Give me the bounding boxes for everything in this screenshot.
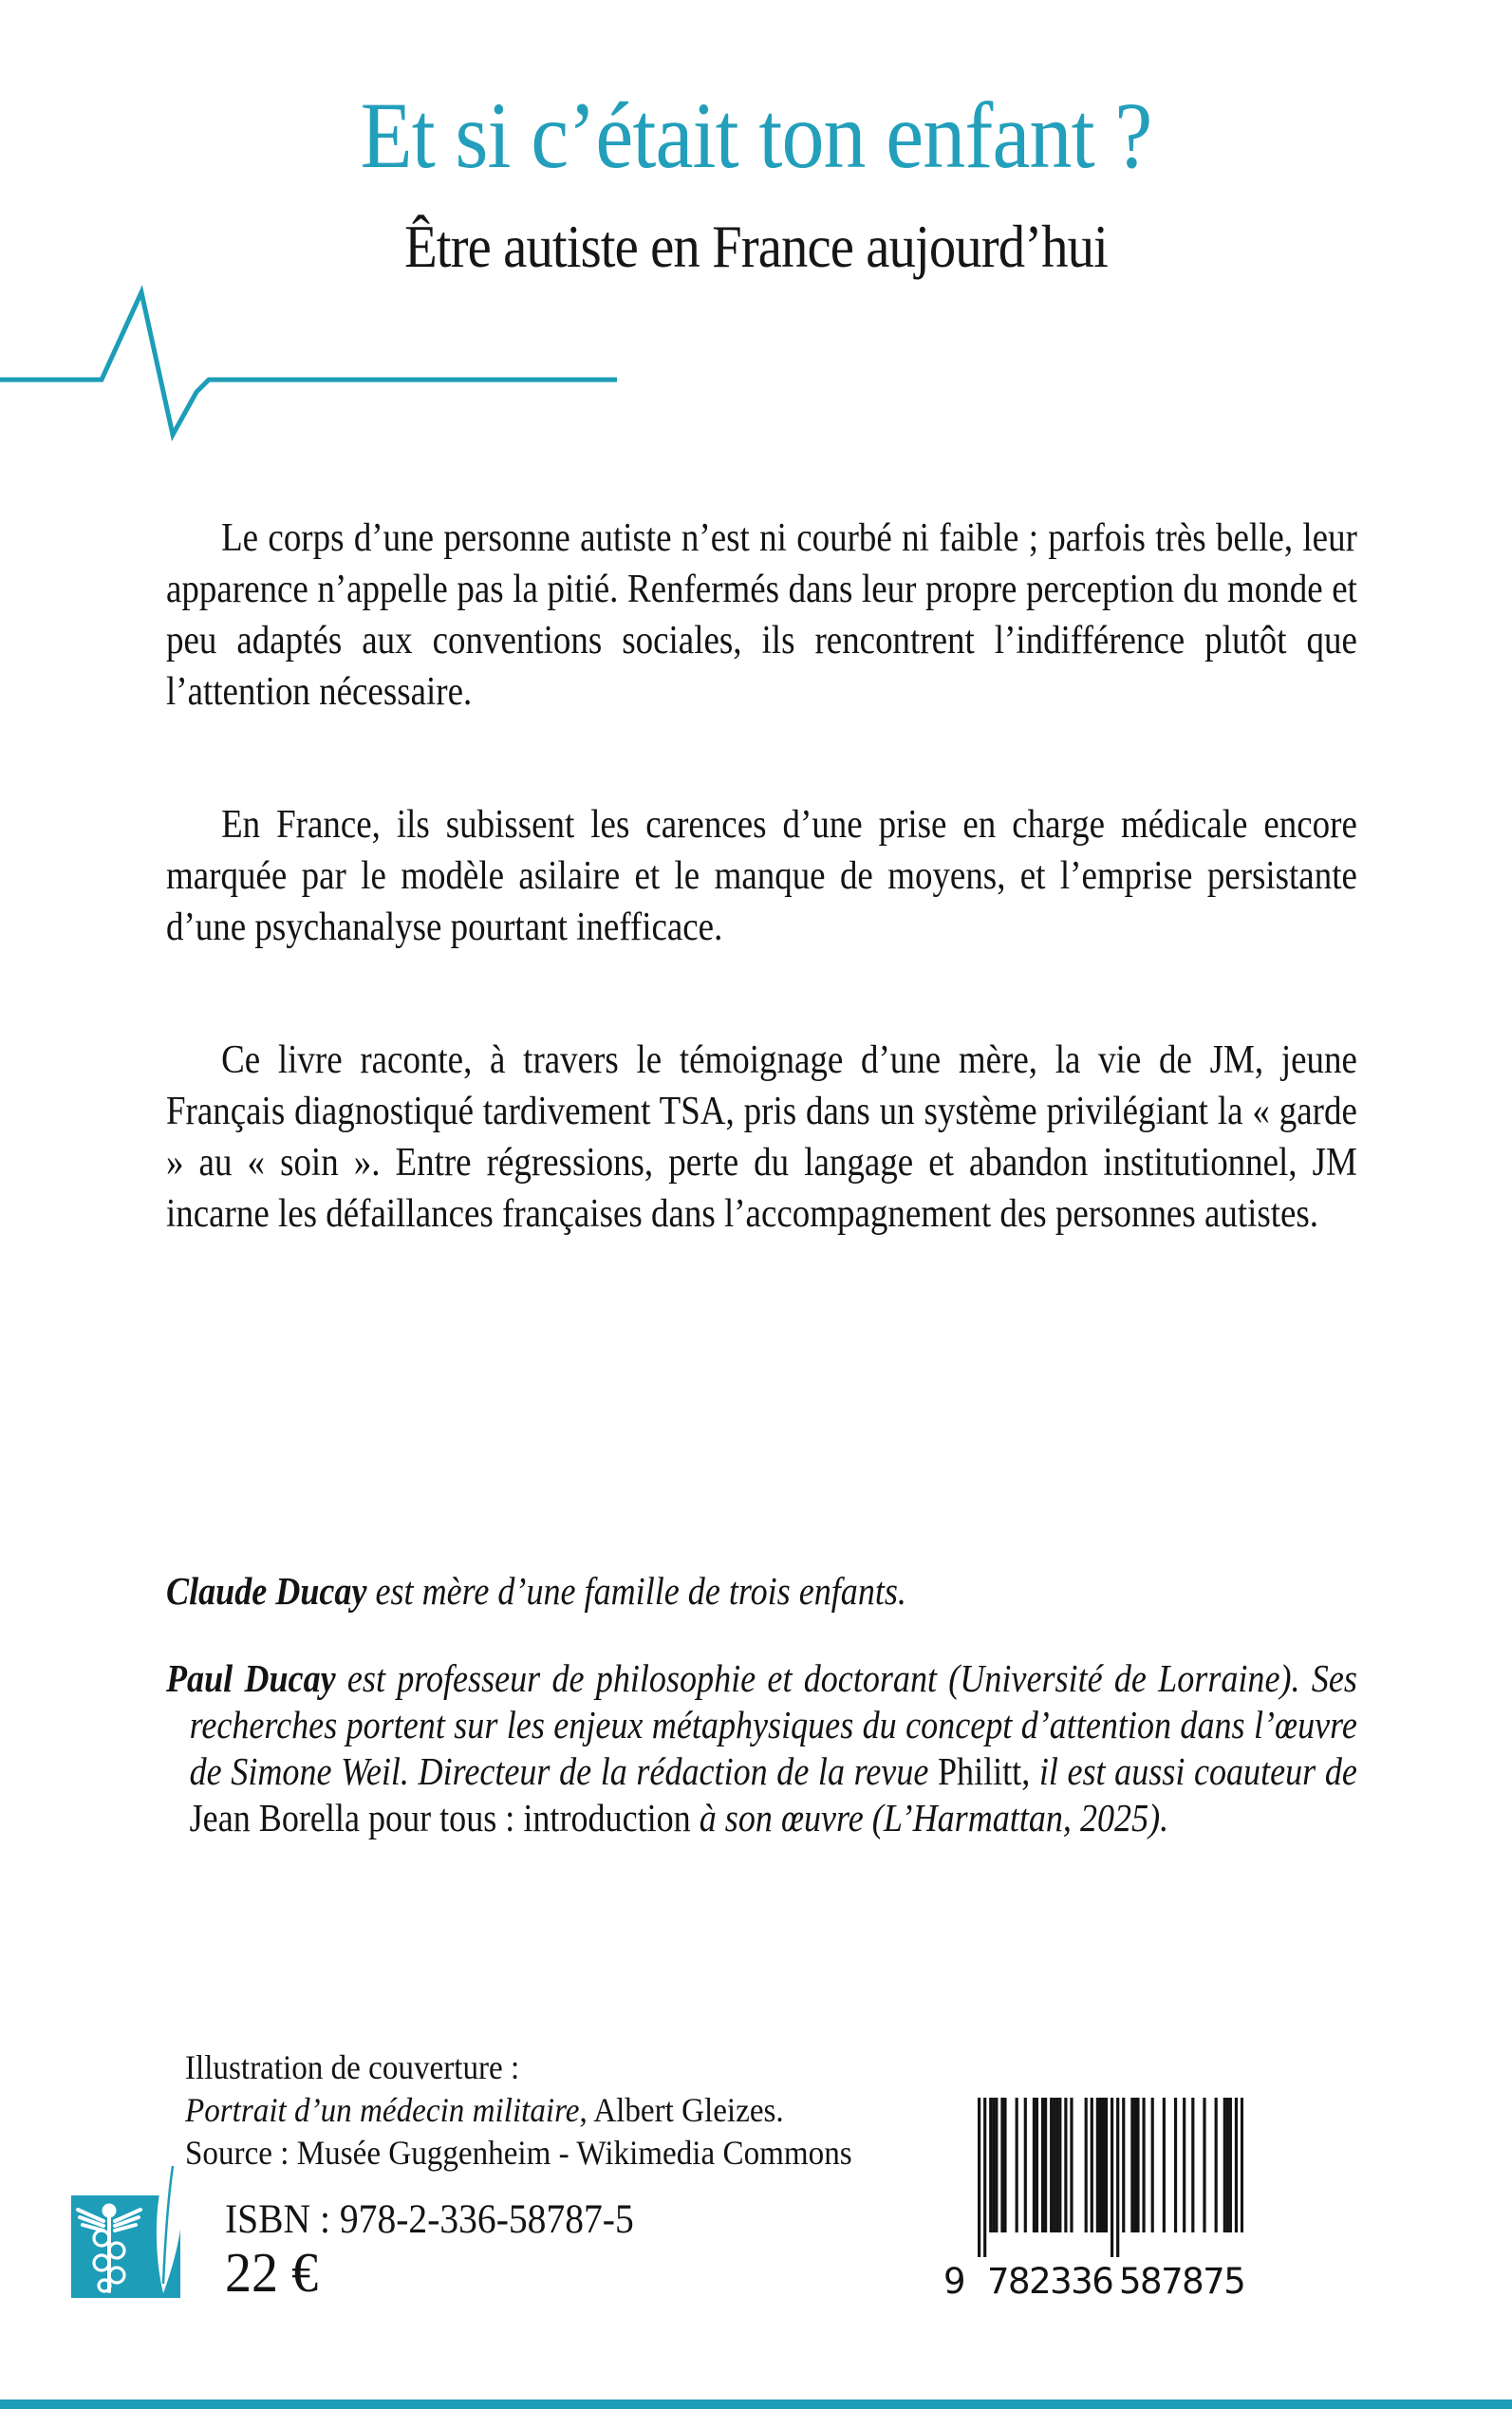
cover-illustration-credit (185, 2046, 936, 2175)
isbn-label: ISBN : 978-2-336-58787-5 (225, 2197, 634, 2242)
bottom-accent-bar (0, 2400, 1512, 2409)
barcode-digits-right: 587875 (1119, 2261, 1245, 2302)
barcode-bars (978, 2098, 1243, 2262)
artwork-title: Portrait d’un médecin militaire (185, 2091, 580, 2129)
paragraph-3: Ce livre raconte, à travers le témoignage d’une mère, la vie de JM, jeune Français diagnostiqué tardivement TSA, pris dans un système privilégiant la « garde » au « soin ». Entre régressions, perte du langage et abandon institutionnel, JM incarne les défaillances françaises dans l’accompagnement des personnes autistes. (166, 1038, 1357, 1236)
paragraph-1: Le corps d’une personne autiste n’est ni courbé ni faible ; parfois très belle, leur apparence n’appelle pas la pitié. Renfermés dans leur propre perception du monde et peu adaptés aux conventions sociales, ils rencontrent l’indifférence plutôt que l’attention nécessaire. (166, 516, 1357, 714)
back-cover-text (166, 1035, 1357, 1270)
credit-line-2 (185, 2089, 936, 2132)
barcode-digits-left: 782336 (987, 2261, 1113, 2302)
author-bio-paul (166, 1655, 1357, 1841)
paragraph-2: En France, ils subissent les carences d’une prise en charge médicale encore marquée par le modèle asilaire et le manque de moyens, et l’emprise persistante d’une psychanalyse pourtant inefficace. (166, 803, 1357, 949)
artwork-artist: , Albert Gleizes. (579, 2091, 784, 2129)
book-reference-borella: Jean Borella pour tous : introduction (189, 1796, 691, 1839)
back-cover-text (166, 513, 1357, 748)
author-name-paul: Paul Ducay (166, 1656, 336, 1700)
author-bio-paul-text-2: il est aussi coauteur de (1030, 1749, 1357, 1793)
credit-line-1: Illustration de couverture : (185, 2048, 520, 2086)
author-name-claude: Claude Ducay (166, 1569, 367, 1613)
back-cover-text (166, 799, 1357, 983)
ean13-barcode (943, 2098, 1245, 2302)
barcode-digits (943, 2261, 1245, 2303)
author-bio-paul-text-3: à son œuvre (690, 1796, 872, 1839)
heartbeat-line-icon (0, 285, 626, 451)
revue-philitt: Philitt, (937, 1749, 1031, 1793)
author-bio-paul-text-1: est professeur de philosophie et doctorant (Université de Lorraine). Ses recherches portent sur les enjeux métaphysiques du concept d’attention dans l’œuvre de Simone Weil. Directeur de la rédaction de la revue (189, 1656, 1357, 1793)
book-title: Et si c’était ton enfant ? (360, 83, 1152, 188)
barcode-digit-lead: 9 (943, 2261, 966, 2302)
publisher-medicine-logo-icon (57, 2141, 190, 2303)
author-bio-claude-text: est mère d’une famille de trois enfants. (366, 1569, 906, 1613)
publisher-reference: (L’Harmattan, 2025). (871, 1796, 1169, 1839)
author-bio-claude (166, 1568, 1357, 1615)
credit-source: Source : Musée Guggenheim - Wikimedia Commons (185, 2134, 852, 2172)
book-subtitle: Être autiste en France aujourd’hui (404, 214, 1108, 280)
price-label: 22 € (225, 2241, 319, 2304)
